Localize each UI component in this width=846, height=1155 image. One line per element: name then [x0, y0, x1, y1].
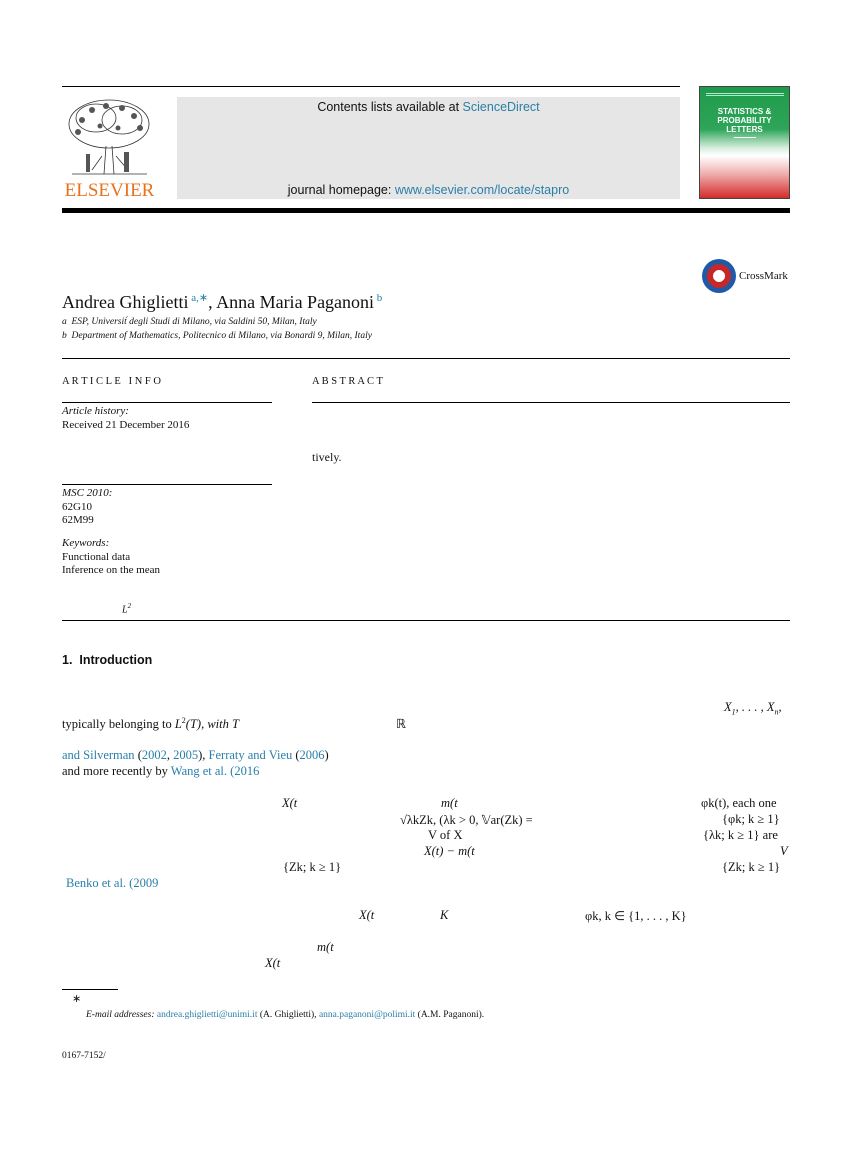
footnote-rule [62, 989, 118, 990]
received-date: Received 21 December 2016 [62, 418, 190, 431]
msc-rule [62, 484, 272, 485]
crossmark-icon[interactable] [702, 259, 736, 293]
keywords-block [62, 537, 160, 578]
issn: 0167-7152/ [62, 1051, 106, 1061]
math-z-set: {Zk; k ≥ 1} [722, 860, 781, 874]
math-phi-set: {φk; k ≥ 1} [722, 812, 780, 826]
math-x-minus-m: X(t) − m(t [424, 844, 475, 858]
cover-top-bar [706, 93, 784, 96]
keywords-label: Keywords: [62, 537, 110, 549]
math-x-t: X(t [265, 956, 281, 970]
author-1-marks[interactable]: a,∗ [188, 292, 209, 304]
math-x-t: X(t [282, 796, 298, 810]
cite-wang[interactable]: Wang et al. (2016 [170, 764, 260, 778]
cite-2005[interactable]: 2005 [173, 748, 199, 762]
msc-code: 62M99 [62, 514, 94, 526]
email-link-paganoni[interactable]: anna.paganoni@polimi.it [318, 1010, 416, 1020]
affiliation-rule [62, 358, 790, 359]
math-m-t: m(t [441, 796, 458, 810]
sciencedirect-link[interactable]: ScienceDirect [462, 100, 540, 114]
journal-banner [177, 97, 680, 199]
footnote-emails: E-mail addresses: andrea.ghiglietti@unimi.it (A. Ghiglietti), anna.paganoni@polimi.it (A.M. Paganoni). [86, 1010, 485, 1020]
math-m-t: m(t [317, 940, 334, 954]
abstract-rule [312, 402, 790, 403]
author-2-mark[interactable]: b [374, 292, 383, 304]
citation-line-1: and Silverman (2002, 2005), Ferraty and Vieu (2006) [62, 748, 329, 762]
abstract-fragment: tively. [312, 450, 342, 464]
email-link-ghiglietti[interactable]: andrea.ghiglietti@unimi.it [156, 1010, 258, 1020]
header-thick-rule [62, 208, 790, 213]
math-z-set: {Zk; k ≥ 1} [283, 860, 342, 874]
math-k: K [440, 908, 449, 922]
math-phi-t: φk(t), each one [701, 796, 777, 810]
footnote-star: ∗ [72, 993, 82, 1005]
citation-line-2: and more recently by Wang et al. (2016 [62, 764, 260, 778]
cite-2006[interactable]: 2006 [299, 748, 325, 762]
math-xn: $X_1$, . . . , $X_n$, [724, 700, 782, 717]
homepage-line: journal homepage: www.elsevier.com/locate/stapro [287, 183, 570, 197]
elsevier-logo [62, 96, 157, 199]
abstract-heading: A B S T R A C T [312, 376, 383, 387]
cite-benko[interactable]: Benko et al. (2009 [66, 876, 159, 890]
affiliation-a: a ESP, Universit́ degli Studi di Milano, via Saldini 50, Milan, Italy [62, 317, 317, 327]
keyword: Functional data [62, 550, 131, 563]
cite-ferraty[interactable]: Ferraty and Vieu [208, 748, 293, 762]
line-belonging: typically belonging to $L^2(T)$, with T [62, 716, 239, 732]
cover-divider [734, 137, 756, 138]
keyword: Inference on the mean [62, 564, 161, 576]
msc-label: MSC 2010: [62, 487, 113, 499]
math-lambda-set: {λk; k ≥ 1} are [703, 828, 778, 842]
math-v: V [780, 844, 788, 858]
math-sqrt-lambda: √λkZk, (λk > 0, 𝕍ar(Zk) = [400, 813, 533, 827]
elsevier-tree-icon [62, 96, 157, 178]
author-1: Andrea Ghiglietti [62, 292, 189, 312]
abstract-bottom-rule [62, 620, 790, 621]
crossmark-label[interactable]: CrossMark [739, 270, 788, 282]
keyword-fragment: $L^2$ [122, 602, 132, 616]
math-v-of-x: V of X [428, 828, 463, 842]
homepage-link[interactable]: www.elsevier.com/locate/stapro [394, 183, 570, 197]
affiliation-b: b Department of Mathematics, Politecnico di Milano, via Bonardi 9, Milan, Italy [62, 331, 372, 341]
header-top-rule [62, 86, 680, 87]
section-title: 1. Introduction [62, 653, 153, 667]
cite-silverman[interactable]: and Silverman [62, 748, 135, 762]
article-info-rule [62, 402, 272, 403]
msc-block [62, 487, 112, 528]
author-line: Andrea Ghiglietti $^{a,∗}$, Anna Maria Paganoni $^b$ [62, 292, 383, 312]
cite-2002[interactable]: 2002 [141, 748, 167, 762]
reals-symbol: ℝ [396, 717, 406, 731]
article-history [62, 405, 189, 432]
cover-title: STATISTICS & PROBABILITY LETTERS [717, 107, 772, 134]
article-info-heading: A R T I C L E I N F O [62, 376, 161, 387]
contents-line: Contents lists available at ScienceDirect [317, 100, 540, 114]
msc-code: 62G10 [62, 500, 92, 513]
math-x-t: X(t [359, 908, 375, 922]
math-phi-k-set: φk, k ∈ {1, . . . , K} [585, 909, 687, 923]
journal-cover [699, 86, 790, 199]
history-label: Article history: [62, 405, 129, 417]
publisher-name: ELSEVIER [64, 180, 155, 201]
